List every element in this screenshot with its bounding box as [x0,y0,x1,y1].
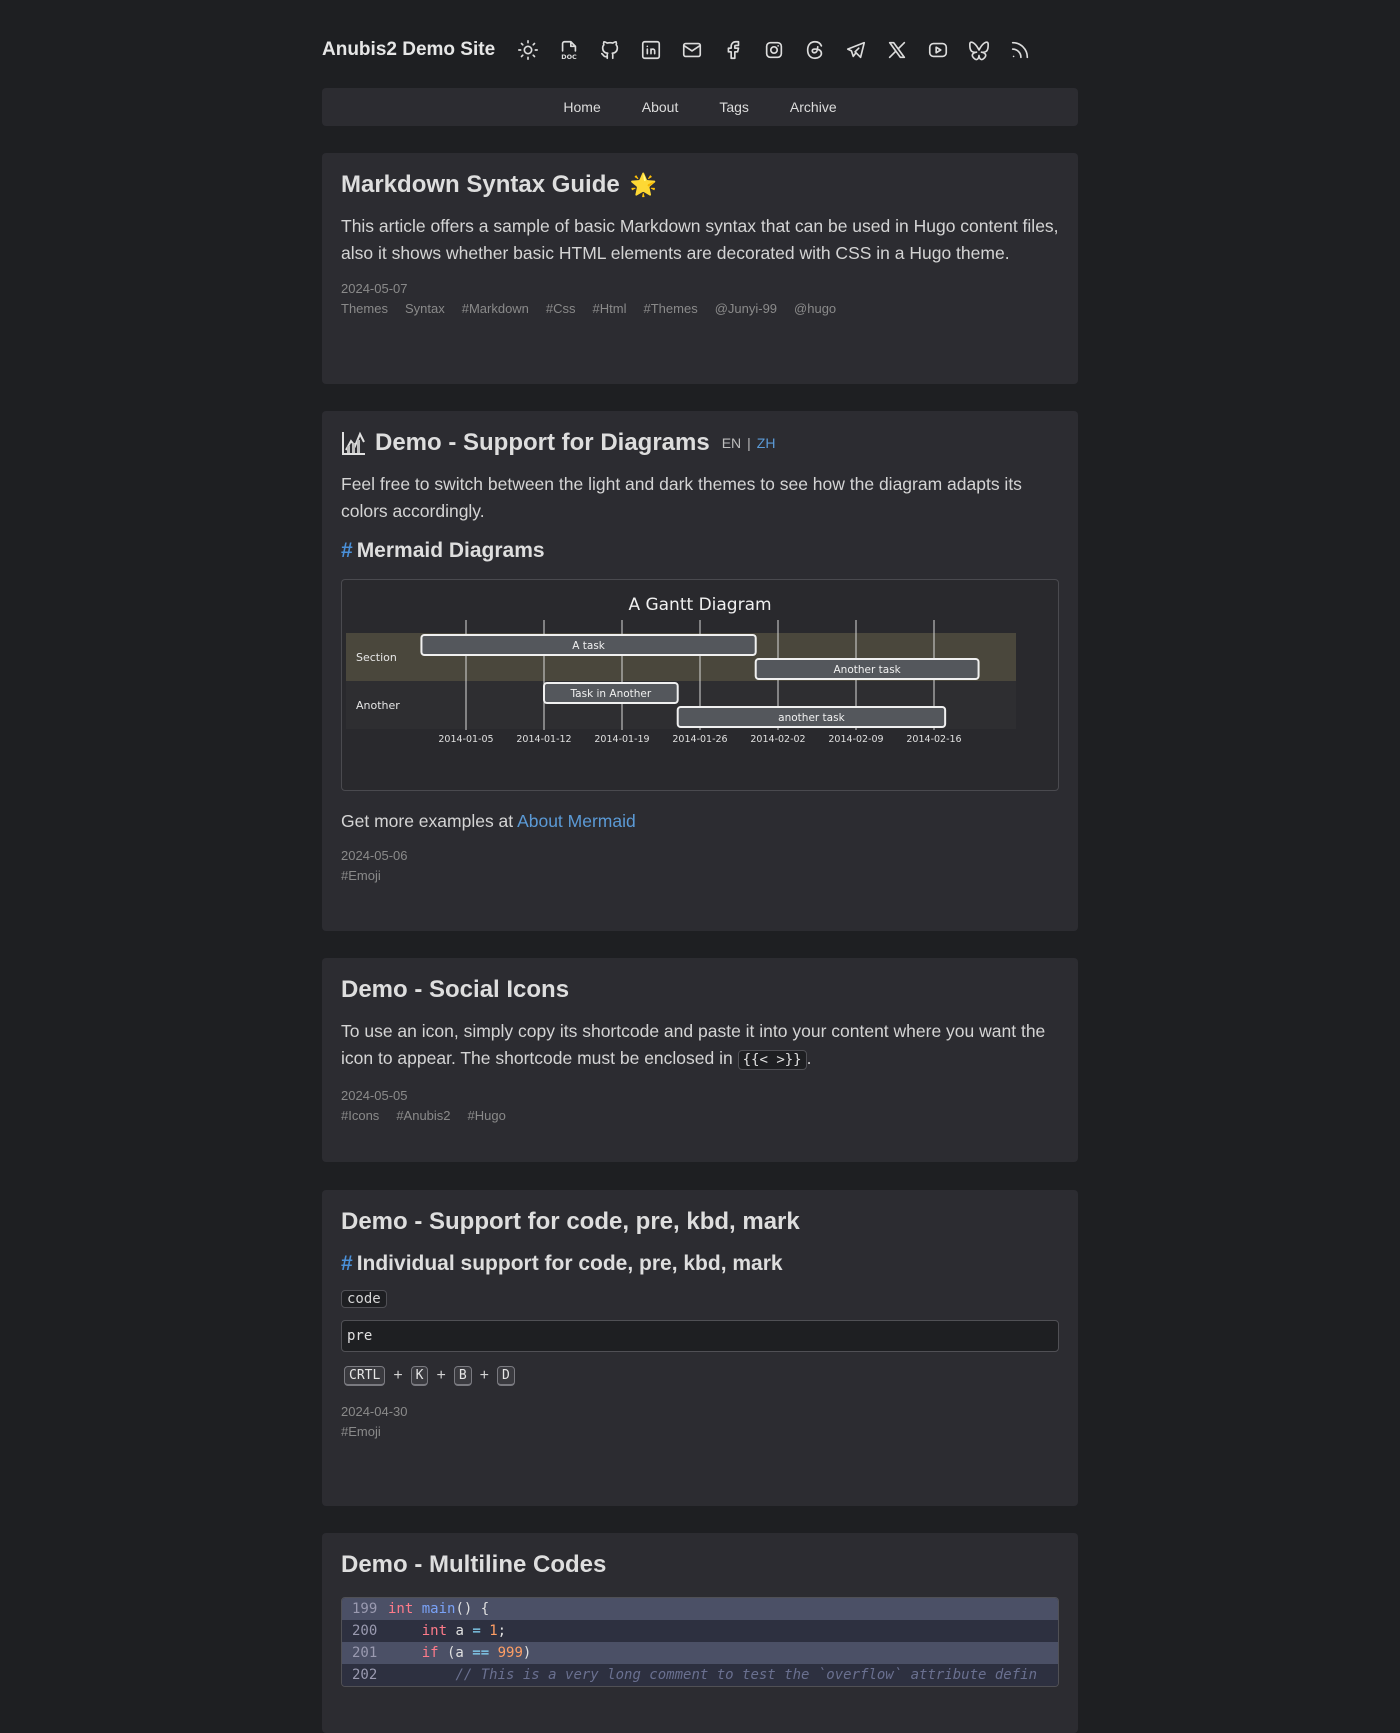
kbd-key: CRTL [344,1366,385,1386]
line-number: 200 [352,1623,378,1639]
tag-link[interactable]: @Junyi-99 [714,301,778,316]
post-tags [341,301,1059,316]
code-token [481,1623,489,1639]
more-examples [341,811,1059,832]
post-title-text[interactable]: Demo - Support for Diagrams [375,429,710,456]
code-token [388,1645,422,1661]
kbd-sample [341,1366,1059,1386]
nav-home[interactable]: Home [563,99,601,115]
svg-text:DOC: DOC [560,53,577,61]
code-token: int [388,1601,414,1617]
gantt-title: A Gantt Diagram [628,595,772,615]
theme-toggle-sun-icon[interactable] [507,37,548,63]
code-token: if [421,1645,439,1661]
tag-link[interactable]: #Emoji [341,1424,381,1439]
chart-emoji-icon [341,430,367,456]
language-switch [722,435,776,451]
code-token: (a [438,1645,473,1661]
code-token: // This is a very long comment to test the `overflow` attribute defin [455,1667,1038,1683]
post-title[interactable] [341,976,1059,1004]
code-token: main [421,1601,456,1617]
post-title[interactable] [341,171,1059,199]
lang-separator: | [747,435,751,451]
github-icon[interactable] [589,37,630,63]
post-title[interactable] [341,429,1059,457]
threads-icon[interactable] [794,37,835,63]
code-token [388,1623,422,1639]
task-label: A task [572,640,605,652]
section-heading-text: Individual support for code, pre, kbd, mark [356,1252,783,1275]
code-token [388,1667,455,1683]
tag-link[interactable]: @hugo [794,301,837,316]
tick-label: 2014-02-09 [828,734,884,745]
task-label: another task [778,712,845,724]
instagram-icon[interactable] [753,37,794,63]
nav-archive[interactable]: Archive [789,99,837,115]
kbd-plus: + [393,1367,403,1384]
code-token: ) [522,1645,532,1661]
site-title[interactable]: Anubis2 Demo Site [322,39,496,60]
summary-end: . [806,1048,812,1068]
tick-label: 2014-02-02 [750,734,806,745]
kbd-plus: + [436,1367,446,1384]
pre-sample: pre [341,1320,1059,1352]
kbd-key: B [454,1366,472,1386]
tag-link[interactable]: #Icons [341,1108,380,1123]
summary-text: To use an icon, simply copy its shortcode and paste it into your content where you want the icon to appear. The shortcode must be enclosed in [341,1021,1046,1068]
code-sample: code [341,1290,387,1308]
post-tags [341,1424,1059,1439]
post-card [322,1533,1078,1733]
code-line [342,1598,1058,1620]
post-title-text[interactable]: Demo - Multiline Codes [341,1551,607,1578]
facebook-icon[interactable] [712,37,753,63]
post-card [322,153,1078,384]
linkedin-icon[interactable] [630,37,671,63]
more-prefix: Get more examples at [341,811,514,831]
tag-link[interactable]: #Emoji [341,868,381,883]
site-header [322,0,1078,88]
tick-label: 2014-01-05 [438,734,494,745]
tag-link[interactable]: #Hugo [467,1108,506,1123]
code-token [413,1601,421,1617]
tag-link[interactable]: #Css [545,301,576,316]
code-token: == [472,1645,490,1661]
bluesky-icon[interactable] [958,37,999,63]
about-mermaid-link[interactable]: About Mermaid [517,811,636,831]
post-tags [341,1108,1059,1123]
section-heading [341,539,1059,563]
anchor-hash[interactable]: # [341,1252,353,1275]
code-token: () { [455,1601,490,1617]
line-number: 202 [352,1667,378,1683]
task-label: Another task [833,664,901,676]
shortcode-inline-code: {{< >}} [738,1050,807,1070]
post-title-text[interactable]: Demo - Support for code, pre, kbd, mark [341,1208,800,1235]
tag-link[interactable]: Themes [341,301,388,316]
post-title-text[interactable]: Demo - Social Icons [341,976,570,1003]
post-date: 2024-05-06 [341,848,408,863]
code-token: 1 [489,1623,498,1639]
post-summary [341,1018,1059,1074]
rss-icon[interactable] [999,37,1040,63]
post-title[interactable] [341,1551,1059,1579]
post-card [322,958,1078,1162]
code-token: 999 [497,1645,523,1661]
kbd-plus: + [479,1367,489,1384]
tick-label: 2014-01-19 [594,734,650,745]
section-label: Section [356,651,397,664]
multiline-code-block [341,1597,1059,1687]
telegram-icon[interactable] [835,37,876,63]
code-token [489,1645,497,1661]
star-emoji: 🌟 [629,172,658,197]
mail-icon[interactable] [671,37,712,63]
post-title[interactable] [341,1208,1059,1236]
tick-label: 2014-02-16 [906,734,962,745]
code-token: a [447,1623,473,1639]
post-title-text[interactable]: Markdown Syntax Guide [341,171,620,198]
lang-en[interactable]: EN [721,435,742,451]
code-line [342,1620,1058,1642]
code-token: ; [497,1623,507,1639]
post-date: 2024-04-30 [341,1404,408,1419]
tag-link[interactable]: #Themes [643,301,698,316]
code-token: int [421,1623,448,1639]
post-date: 2024-05-07 [341,281,408,296]
kbd-key: D [497,1366,515,1386]
doc-icon[interactable] [548,37,589,63]
youtube-icon[interactable] [917,37,958,63]
code-line [342,1664,1058,1686]
section-label: Another [356,699,400,712]
tag-link[interactable]: Syntax [404,301,445,316]
tag-link[interactable]: #Html [592,301,627,316]
anchor-hash[interactable]: # [341,539,353,562]
post-summary: This article offers a sample of basic Markdown syntax that can be used in Hugo content files, also it shows whether basic HTML elements are decorated with CSS in a Hugo theme. [341,216,1059,263]
nav-tags[interactable]: Tags [719,99,749,115]
kbd-key: K [411,1366,429,1386]
section-heading-text: Mermaid Diagrams [356,539,545,562]
task-label: Task in Another [570,688,652,700]
post-card [322,1190,1078,1506]
tick-label: 2014-01-12 [516,734,572,745]
line-number: 199 [352,1601,378,1617]
lang-zh[interactable]: ZH [756,435,776,451]
gantt-diagram [341,579,1059,791]
header-icons [507,37,1040,63]
code-token: = [472,1623,481,1639]
code-line [342,1642,1058,1664]
post-date: 2024-05-05 [341,1088,408,1103]
post-summary: Feel free to switch between the light and dark themes to see how the diagram adapts its colors accordingly. [341,474,1022,521]
section-heading [341,1252,1059,1276]
post-tags [341,868,1059,883]
x-twitter-icon[interactable] [876,37,917,63]
gantt-chart-svg [342,580,1058,790]
main-nav [322,88,1078,126]
post-card [322,411,1078,931]
line-number: 201 [352,1645,378,1661]
tag-link[interactable]: #Markdown [461,301,529,316]
nav-about[interactable]: About [641,99,679,115]
tag-link[interactable]: #Anubis2 [396,1108,451,1123]
tick-label: 2014-01-26 [672,734,728,745]
